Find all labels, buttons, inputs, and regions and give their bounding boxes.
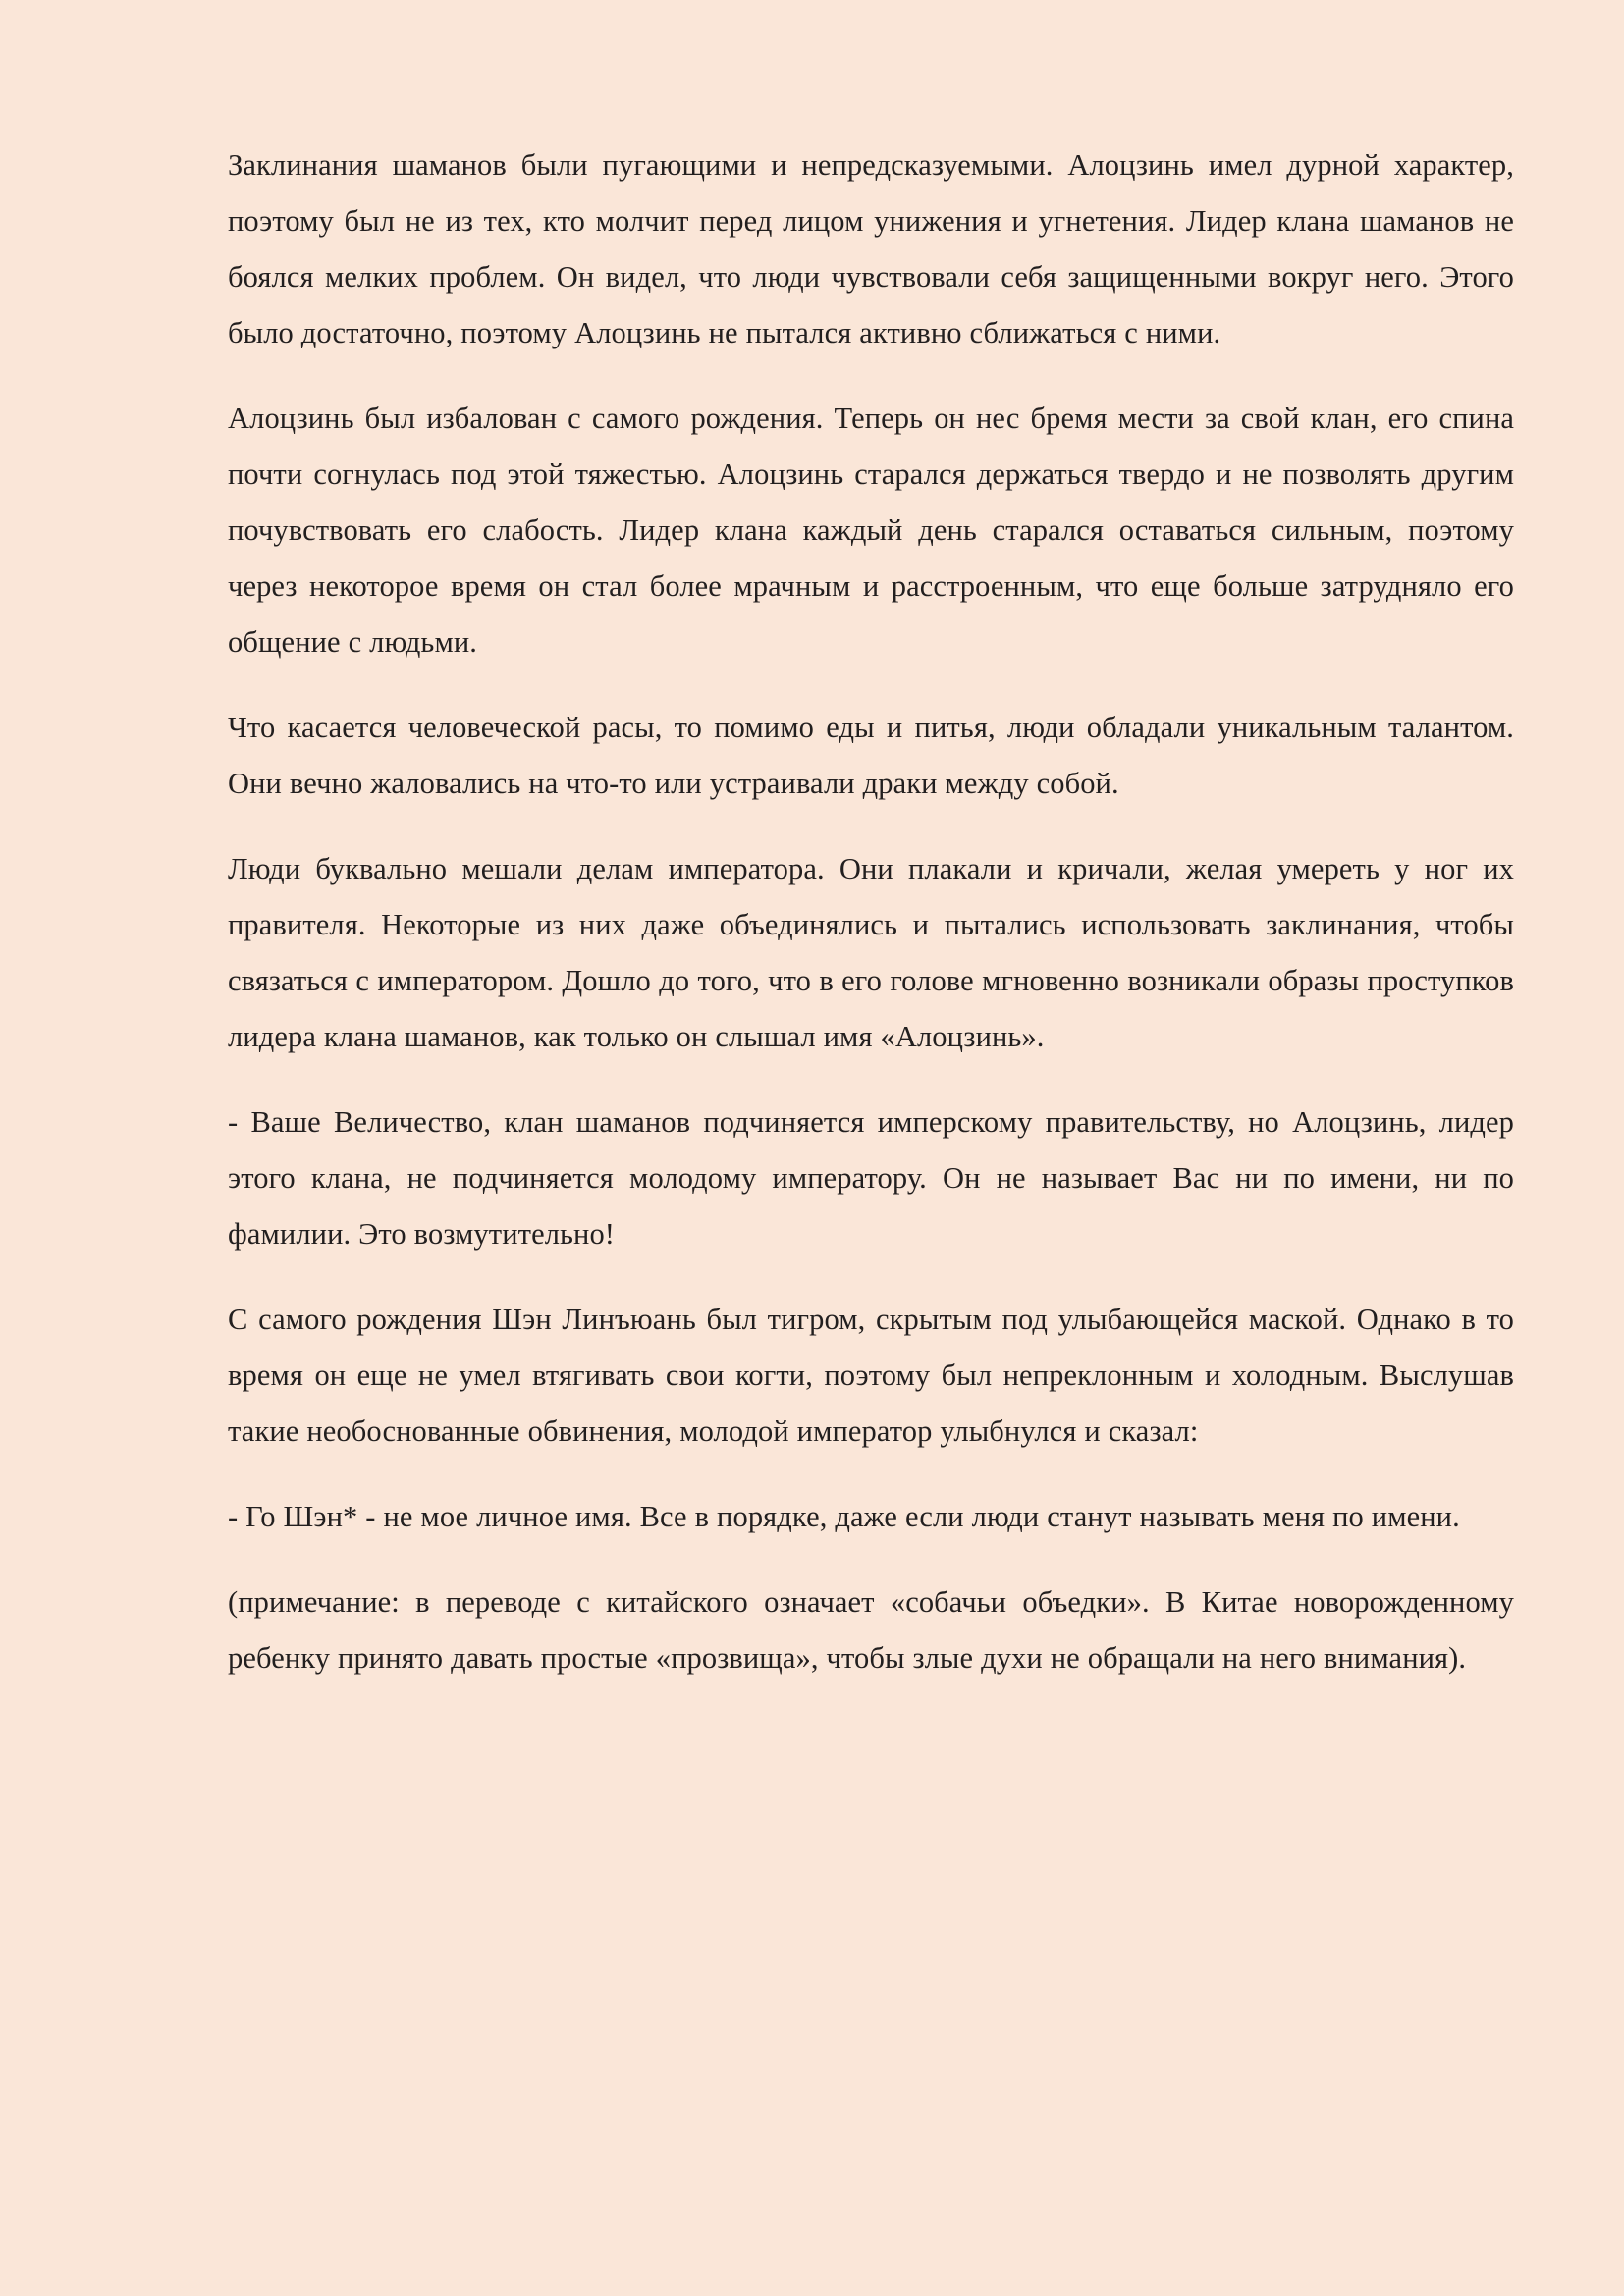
paragraph-6: С самого рождения Шэн Линъюань был тигром, скрытым под улыбающейся маской. Однако в то время он еще не умел втягивать свои когти, поэтому был непреклонным и холодным. Выслушав такие необоснованные обвинения, молодой император улыбнулся и сказал: [228, 1303, 1514, 1448]
document-text-body [228, 137, 1514, 1686]
paragraph-4: Люди буквально мешали делам императора. Они плакали и кричали, желая умереть у ног их правителя. Некоторые из них даже объединялись и пытались использовать заклинания, чтобы связаться с императором. Дошло до того, что в его голове мгновенно возникали образы проступков лидера клана шаманов, как только он слышал имя «Алоцзинь». [228, 852, 1514, 1053]
paragraph-2: Алоцзинь был избалован с самого рождения. Теперь он нес бремя мести за свой клан, его спина почти согнулась под этой тяжестью. Алоцзинь старался держаться твердо и не позволять другим почувствовать его слабость. Лидер клана каждый день старался оставаться сильным, поэтому через некоторое время он стал более мрачным и расстроенным, что еще больше затрудняло его общение с людьми. [228, 401, 1514, 659]
paragraph-3: Что касается человеческой расы, то помимо еды и питья, люди обладали уникальным талантом. Они вечно жаловались на что-то или устраивали драки между собой. [228, 711, 1514, 800]
paragraph-5-dialogue: - Ваше Величество, клан шаманов подчиняется имперскому правительству, но Алоцзинь, лидер этого клана, не подчиняется молодому императору. Он не называет Вас ни по имени, ни по фамилии. Это возмутительно! [228, 1105, 1514, 1251]
paragraph-7-dialogue: - Го Шэн* - не мое личное имя. Все в порядке, даже если люди станут называть меня по имени. [228, 1500, 1460, 1533]
paragraph-1: Заклинания шаманов были пугающими и непредсказуемыми. Алоцзинь имел дурной характер, поэтому был не из тех, кто молчит перед лицом унижения и угнетения. Лидер клана шаманов не боялся мелких проблем. Он видел, что люди чувствовали себя защищенными вокруг него. Этого было достаточно, поэтому Алоцзинь не пытался активно сближаться с ними. [228, 148, 1514, 349]
paragraph-8-translator-note: (примечание: в переводе с китайского означает «собачьи объедки». В Китае новорожденному ребенку принято давать простые «прозвища», чтобы злые духи не обращали на него внимания). [228, 1585, 1514, 1675]
